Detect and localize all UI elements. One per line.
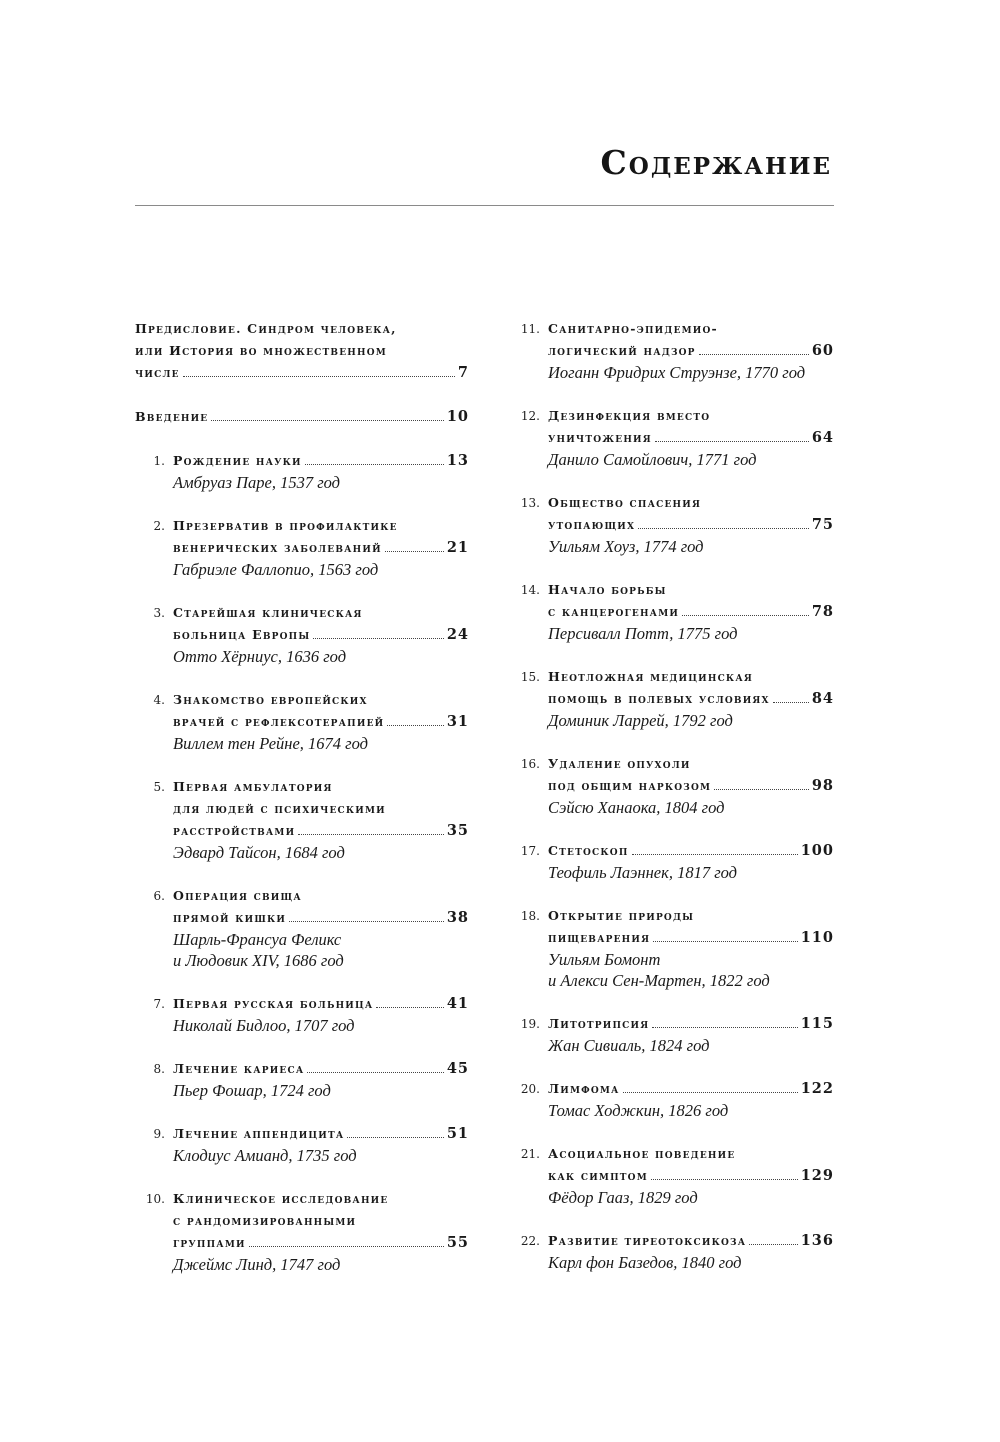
- dot-leader: [749, 1244, 797, 1245]
- entry-author-year: Николай Бидлоо, 1707 год: [173, 1016, 355, 1035]
- entry-text: [135, 885, 469, 971]
- entry-text: [510, 1230, 834, 1273]
- entry-number: 7.: [153, 997, 165, 1011]
- entry-number: 3.: [153, 606, 165, 620]
- entry-title: Лечение аппендицита: [173, 1126, 345, 1141]
- entry-author-year: Теофиль Лаэннек, 1817 год: [548, 863, 738, 882]
- entry-title-line-with-page: [173, 450, 469, 472]
- page-number: 51: [446, 1125, 469, 1142]
- toc-entry[interactable]: [510, 405, 834, 470]
- entry-title: Асоциальное поведение: [548, 1146, 736, 1161]
- entry-title: Неотложная медицинская: [548, 669, 753, 684]
- entry-author-year: и Алекси Сен-Мартен, 1822 год: [548, 971, 770, 990]
- entry-author-year: и Людовик XIV, 1686 год: [173, 951, 344, 970]
- entry-text: [510, 840, 834, 883]
- dot-leader: [638, 528, 809, 529]
- entry-title-line-with-page: [548, 688, 834, 710]
- page-number: 100: [800, 842, 834, 859]
- entry-title-line-with-page: [548, 1165, 834, 1187]
- page-number: 35: [446, 822, 469, 839]
- toc-entry[interactable]: [135, 885, 469, 971]
- entry-number: 19.: [520, 1017, 540, 1031]
- toc-entry[interactable]: [135, 602, 469, 667]
- entry-title-line: [548, 666, 834, 688]
- entry-title-line-with-page: [173, 907, 469, 929]
- entry-title-line-with-page: [173, 711, 469, 733]
- entry-text: [510, 492, 834, 557]
- entry-title: Введение: [135, 409, 209, 424]
- entry-title: Клиническое исследование: [173, 1191, 389, 1206]
- entry-title-line-with-page: [173, 1058, 469, 1080]
- toc-entry[interactable]: [135, 515, 469, 580]
- entry-text: [135, 689, 469, 754]
- entry-author-year: Виллем тен Рейне, 1674 год: [173, 734, 369, 753]
- entry-number: 18.: [520, 909, 540, 923]
- entry-text: [135, 1123, 469, 1166]
- toc-entry[interactable]: [510, 1143, 834, 1208]
- entry-title: Знакомство европейских: [173, 692, 368, 707]
- entry-author-year: Томас Ходжкин, 1826 год: [548, 1101, 729, 1120]
- entry-number: 20.: [520, 1082, 540, 1096]
- entry-number: 12.: [520, 409, 540, 423]
- entry-number: 2.: [153, 519, 165, 533]
- entry-title-line: [548, 492, 834, 514]
- entry-title-line-with-page: [548, 514, 834, 536]
- entry-title: больница Европы: [173, 627, 311, 642]
- entry-text: [510, 405, 834, 470]
- entry-text: [510, 318, 834, 383]
- entry-title-line-with-page: [548, 427, 834, 449]
- toc-entry[interactable]: [135, 1188, 469, 1275]
- dot-leader: [682, 615, 809, 616]
- entry-title-line: [173, 798, 469, 820]
- entry-title: Развитие тиреотоксикоза: [548, 1233, 747, 1248]
- entry-text: [510, 1078, 834, 1121]
- entry-title-line: [173, 1210, 469, 1232]
- page-number: 31: [446, 713, 469, 730]
- entry-title: Дезинфекция вместо: [548, 408, 711, 423]
- toc-entry[interactable]: [510, 753, 834, 818]
- entry-title-line: [548, 753, 834, 775]
- toc-entry[interactable]: [510, 905, 834, 991]
- dot-leader: [387, 725, 443, 726]
- entry-author-year: Уильям Бомонт: [548, 950, 661, 969]
- toc-column-right: [510, 318, 834, 1273]
- page-number: 41: [446, 995, 469, 1012]
- page-number: 98: [811, 777, 834, 794]
- entry-title-line-with-page: [548, 601, 834, 623]
- page-number: 10: [446, 408, 469, 425]
- entry-title-line: [548, 579, 834, 601]
- entry-title-line-with-page: [548, 927, 834, 949]
- entry-title-line: [173, 776, 469, 798]
- entry-title: с канцерогенами: [548, 604, 680, 619]
- entry-title: Старейшая клиническая: [173, 605, 363, 620]
- entry-title: с рандомизированными: [173, 1213, 357, 1228]
- entry-text: [135, 1188, 469, 1275]
- toc-entry[interactable]: [135, 776, 469, 863]
- entry-number: 5.: [153, 780, 165, 794]
- dot-leader: [313, 638, 443, 639]
- entry-number: 16.: [520, 757, 540, 771]
- toc-entry[interactable]: [510, 1078, 834, 1121]
- entry-author-year: Эдвард Тайсон, 1684 год: [173, 843, 345, 862]
- entry-title: Литотрипсия: [548, 1016, 650, 1031]
- entry-title: Первая амбулатория: [173, 779, 333, 794]
- toc-entry[interactable]: [510, 579, 834, 644]
- entry-text: [135, 450, 469, 493]
- toc-entry[interactable]: [135, 450, 469, 493]
- toc-entry[interactable]: [510, 1013, 834, 1056]
- entry-title-line: [173, 515, 469, 537]
- page-number: 115: [800, 1015, 834, 1032]
- entry-text: [135, 406, 469, 428]
- page-number: 78: [811, 603, 834, 620]
- entry-title: группами: [173, 1235, 246, 1250]
- entry-text: [510, 905, 834, 991]
- entry-number: 1.: [153, 454, 165, 468]
- entry-title-line: [135, 340, 469, 362]
- entry-text: [510, 579, 834, 644]
- entry-title: врачей с рефлексотерапией: [173, 714, 385, 729]
- dot-leader: [699, 354, 809, 355]
- entry-text: [510, 666, 834, 731]
- entry-title: расстройствами: [173, 823, 296, 838]
- toc-column-left: [135, 318, 469, 1275]
- dot-leader: [211, 420, 443, 421]
- entry-title-line-with-page: [548, 1230, 834, 1252]
- dot-leader: [298, 834, 444, 835]
- entry-title-line: [135, 318, 469, 340]
- entry-title: утопающих: [548, 517, 636, 532]
- entry-title: Общество спасения: [548, 495, 702, 510]
- dot-leader: [183, 376, 455, 377]
- dot-leader: [376, 1007, 443, 1008]
- entry-author-year: Сэйсю Ханаока, 1804 год: [548, 798, 725, 817]
- entry-title-line-with-page: [548, 840, 834, 862]
- entry-text: [135, 515, 469, 580]
- entry-number: 13.: [520, 496, 540, 510]
- entry-title: Начало борьбы: [548, 582, 667, 597]
- page-number: 136: [800, 1232, 834, 1249]
- page-number: 129: [800, 1167, 834, 1184]
- entry-number: 10.: [145, 1192, 165, 1206]
- entry-title: как симптом: [548, 1168, 648, 1183]
- entry-title: уничтожения: [548, 430, 652, 445]
- entry-author-year: Жан Сивиаль, 1824 год: [548, 1036, 710, 1055]
- entry-author-year: Джеймс Линд, 1747 год: [173, 1255, 341, 1274]
- entry-title: Первая русская больница: [173, 996, 374, 1011]
- entry-author-year: Данило Самойлович, 1771 год: [548, 450, 757, 469]
- entry-number: 11.: [520, 322, 540, 336]
- dot-leader: [347, 1137, 443, 1138]
- entry-title-line: [548, 905, 834, 927]
- entry-title: Открытие природы: [548, 908, 695, 923]
- entry-text: [135, 776, 469, 863]
- toc-entry[interactable]: [510, 666, 834, 731]
- dot-leader: [632, 854, 798, 855]
- page-number: 24: [446, 626, 469, 643]
- entry-title-line-with-page: [548, 340, 834, 362]
- toc-entry[interactable]: [510, 1230, 834, 1273]
- entry-text: [510, 1013, 834, 1056]
- entry-title-line-with-page: [548, 775, 834, 797]
- entry-author-year: Фёдор Гааз, 1829 год: [548, 1188, 698, 1207]
- entry-title-line-with-page: [173, 537, 469, 559]
- entry-author-year: Доминик Ларрей, 1792 год: [548, 711, 733, 730]
- toc-entry[interactable]: [135, 1123, 469, 1166]
- dot-leader: [714, 789, 809, 790]
- entry-title: логический надзор: [548, 343, 696, 358]
- entry-title-line: [548, 318, 834, 340]
- entry-title: Стетоскоп: [548, 843, 629, 858]
- entry-title: Операция свища: [173, 888, 302, 903]
- entry-text: [510, 753, 834, 818]
- entry-title: Предисловие. Синдром человека,: [135, 321, 397, 336]
- entry-author-year: Персивалл Потт, 1775 год: [548, 624, 738, 643]
- dot-leader: [289, 921, 444, 922]
- entry-number: 21.: [520, 1147, 540, 1161]
- entry-author-year: Отто Хёрниус, 1636 год: [173, 647, 347, 666]
- dot-leader: [623, 1092, 798, 1093]
- entry-text: [135, 602, 469, 667]
- entry-author-year: Иоганн Фридрих Струэнзе, 1770 год: [548, 363, 806, 382]
- entry-text: [510, 1143, 834, 1208]
- dot-leader: [249, 1246, 444, 1247]
- entry-title: Рождение науки: [173, 453, 302, 468]
- entry-title: пищеварения: [548, 930, 651, 945]
- entry-title-line: [548, 405, 834, 427]
- entry-title: числе: [135, 365, 180, 380]
- page-number: 7: [457, 364, 469, 381]
- dot-leader: [305, 464, 444, 465]
- entry-number: 15.: [520, 670, 540, 684]
- entry-title-line-with-page: [173, 993, 469, 1015]
- entry-title: венерических заболеваний: [173, 540, 382, 555]
- entry-author-year: Пьер Фошар, 1724 год: [173, 1081, 331, 1100]
- entry-title-line-with-page: [173, 1232, 469, 1254]
- entry-title: Удаление опухоли: [548, 756, 691, 771]
- entry-title-line-with-page: [135, 406, 469, 428]
- toc-entry[interactable]: [510, 840, 834, 883]
- entry-text: [135, 993, 469, 1036]
- toc-entry[interactable]: [135, 689, 469, 754]
- page-number: 75: [811, 516, 834, 533]
- entry-text: [135, 318, 469, 384]
- entry-title: помощь в полевых условиях: [548, 691, 770, 706]
- entry-title: Презерватив в профилактике: [173, 518, 398, 533]
- page-number: 38: [446, 909, 469, 926]
- page-number: 110: [800, 929, 834, 946]
- dot-leader: [653, 941, 798, 942]
- entry-title-line: [548, 1143, 834, 1165]
- entry-author-year: Амбруаз Паре, 1537 год: [173, 473, 341, 492]
- entry-author-year: Клодиус Амианд, 1735 год: [173, 1146, 357, 1165]
- dot-leader: [652, 1027, 797, 1028]
- toc-entry[interactable]: [510, 492, 834, 557]
- entry-title-line-with-page: [173, 1123, 469, 1145]
- toc-entry[interactable]: [135, 1058, 469, 1101]
- entry-title: для людей с психическими: [173, 801, 386, 816]
- entry-title: под общим наркозом: [548, 778, 712, 793]
- page-title: Содержание: [600, 143, 832, 182]
- entry-number: 14.: [520, 583, 540, 597]
- entry-title: Санитарно-эпидемио-: [548, 321, 718, 336]
- page-number: 55: [446, 1234, 469, 1251]
- dot-leader: [773, 702, 809, 703]
- entry-number: 22.: [520, 1234, 540, 1248]
- toc-entry[interactable]: [135, 318, 469, 384]
- entry-title: Лимфома: [548, 1081, 620, 1096]
- page-number: 84: [811, 690, 834, 707]
- entry-number: 9.: [153, 1127, 165, 1141]
- page-number: 60: [811, 342, 834, 359]
- entry-title-line-with-page: [173, 820, 469, 842]
- page-number: 21: [446, 539, 469, 556]
- page-number: 64: [811, 429, 834, 446]
- entry-title-line: [173, 885, 469, 907]
- title-rule: [135, 205, 834, 206]
- toc-entry[interactable]: [135, 406, 469, 428]
- toc-entry[interactable]: [510, 318, 834, 383]
- entry-author-year: Уильям Хоуз, 1774 год: [548, 537, 704, 556]
- dot-leader: [655, 441, 809, 442]
- entry-title-line-with-page: [135, 362, 469, 384]
- page-number: 45: [446, 1060, 469, 1077]
- entry-title: прямой кишки: [173, 910, 287, 925]
- page-number: 13: [446, 452, 469, 469]
- entry-number: 17.: [520, 844, 540, 858]
- entry-title: или История во множественном: [135, 343, 387, 358]
- entry-number: 4.: [153, 693, 165, 707]
- toc-entry[interactable]: [135, 993, 469, 1036]
- entry-author-year: Карл фон Базедов, 1840 год: [548, 1253, 742, 1272]
- dot-leader: [307, 1072, 443, 1073]
- entry-title-line: [173, 1188, 469, 1210]
- entry-author-year: Габриэле Фаллопио, 1563 год: [173, 560, 379, 579]
- page-number: 122: [800, 1080, 834, 1097]
- dot-leader: [651, 1179, 798, 1180]
- entry-title-line: [173, 602, 469, 624]
- entry-number: 8.: [153, 1062, 165, 1076]
- entry-text: [135, 1058, 469, 1101]
- entry-title-line-with-page: [548, 1078, 834, 1100]
- entry-author-year: Шарль-Франсуа Феликс: [173, 930, 342, 949]
- entry-title-line-with-page: [548, 1013, 834, 1035]
- entry-title: Лечение кариеса: [173, 1061, 305, 1076]
- entry-title-line: [173, 689, 469, 711]
- dot-leader: [385, 551, 444, 552]
- entry-number: 6.: [153, 889, 165, 903]
- entry-title-line-with-page: [173, 624, 469, 646]
